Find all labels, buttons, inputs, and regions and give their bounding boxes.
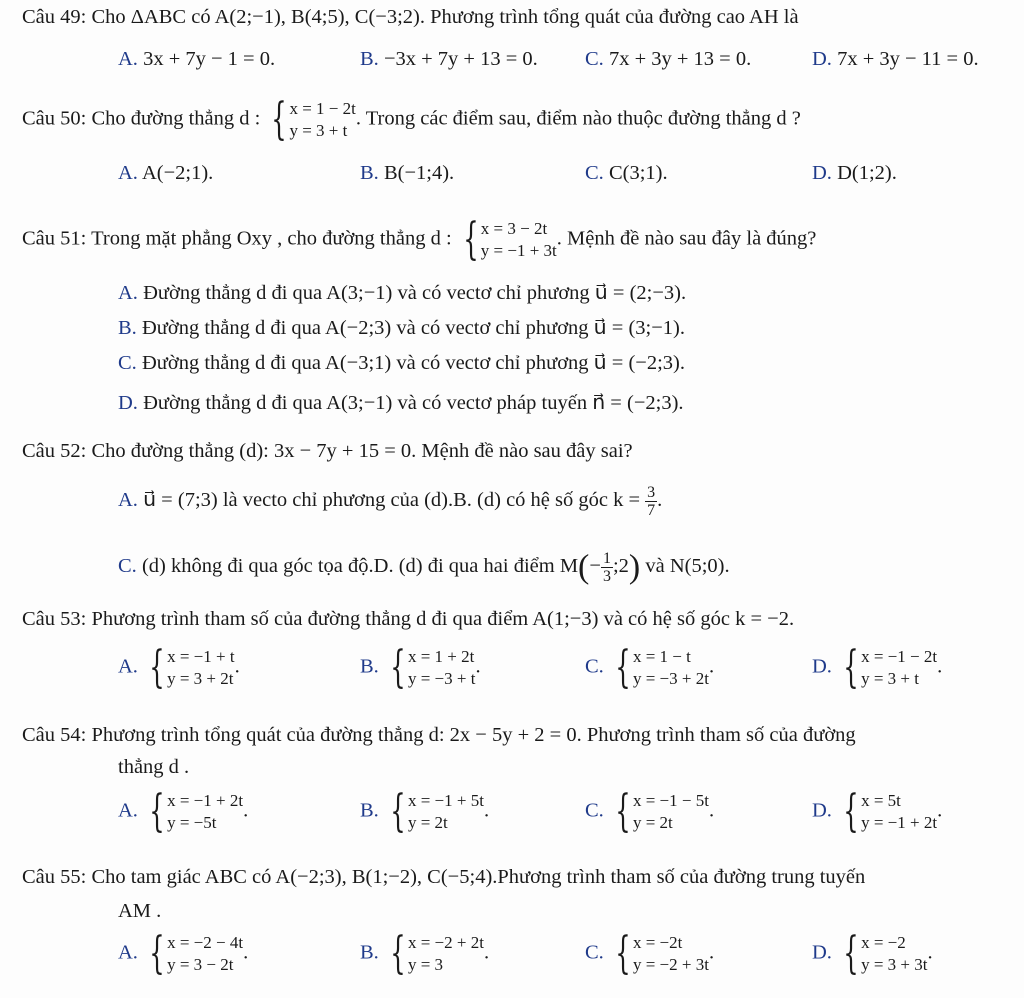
equation-system: { x = −2 + 2t y = 3 bbox=[390, 928, 484, 979]
equation-system: { x = −1 − 2t y = 3 + t bbox=[843, 642, 938, 693]
option-label: D. bbox=[812, 48, 832, 70]
system-row: y = 3 + 3t bbox=[861, 955, 928, 974]
option-label: B. bbox=[360, 48, 379, 70]
q51-option-d[interactable] bbox=[118, 390, 684, 415]
option-end: . bbox=[708, 655, 715, 678]
q55-option-d[interactable] bbox=[812, 928, 933, 979]
option-end: . bbox=[243, 941, 249, 964]
option-text-end: và N(5;0). bbox=[645, 555, 730, 578]
equation-system: { x = −1 + t y = 3 + 2t bbox=[149, 642, 235, 693]
option-label: D. bbox=[812, 799, 832, 822]
q50-option-c[interactable] bbox=[585, 162, 668, 185]
q54-option-d[interactable] bbox=[812, 786, 943, 837]
q52-option-c-d[interactable] bbox=[118, 550, 730, 585]
system-row: y = −5t bbox=[167, 813, 217, 832]
q49-option-b[interactable] bbox=[360, 48, 538, 71]
option-label: D. bbox=[118, 392, 138, 414]
option-end: . bbox=[927, 941, 933, 964]
option-text: Đường thẳng d đi qua A(3;−1) và có vectơ chỉ phương u⃗ = (2;−3). bbox=[143, 282, 687, 304]
system-row: y = −3 + 2t bbox=[632, 669, 709, 688]
q52-option-a-b[interactable] bbox=[118, 484, 662, 519]
equation-system: { x = −2 − 4t y = 3 − 2t bbox=[149, 928, 244, 979]
equation-system: { x = −1 + 5t y = 2t bbox=[390, 786, 484, 837]
option-label: B. bbox=[360, 941, 379, 964]
option-label: D. bbox=[812, 941, 832, 964]
coordinate-tail: ;2 bbox=[612, 555, 629, 578]
question-54-stem: Câu 54: Phương trình tổng quát của đường thẳng d: 2x − 5y + 2 = 0. Phương trình tham số của đường bbox=[22, 724, 856, 746]
system-row: x = −1 + 5t bbox=[407, 791, 484, 810]
q54-option-c[interactable] bbox=[585, 786, 715, 837]
option-end: . bbox=[475, 655, 481, 678]
question-52-stem: Câu 52: Cho đường thẳng (d): 3x − 7y + 15 = 0. Mệnh đề nào sau đây sai? bbox=[22, 440, 633, 462]
option-text: B(−1;4). bbox=[383, 162, 455, 184]
option-label: A. bbox=[118, 941, 138, 964]
option-label: D. bbox=[812, 162, 832, 184]
option-text: u⃗ = (7;3) là vecto chỉ phương của (d).B. (d) có hệ số góc k = bbox=[143, 489, 641, 512]
q51-option-a[interactable] bbox=[118, 280, 686, 305]
question-51-stem bbox=[22, 214, 817, 265]
system-row: x = 5t bbox=[861, 791, 901, 810]
stem-pre: Câu 51: Trong mặt phẳng Oxy , cho đường thẳng d : bbox=[22, 227, 452, 250]
equation-system: { x = 5t y = −1 + 2t bbox=[843, 786, 938, 837]
equation-system: { x = −1 + 2t y = −5t bbox=[149, 786, 244, 837]
option-text: −3x + 7y + 13 = 0. bbox=[383, 48, 538, 70]
q51-option-b[interactable] bbox=[118, 315, 685, 340]
q50-option-d[interactable] bbox=[812, 162, 897, 185]
equation-system: { x = 1 + 2t y = −3 + t bbox=[390, 642, 476, 693]
system-row: x = 1 − t bbox=[632, 647, 691, 666]
option-label: C. bbox=[585, 799, 604, 822]
option-label: A. bbox=[118, 162, 138, 184]
option-label: D. bbox=[812, 655, 832, 678]
system-row: x = 3 − 2t bbox=[480, 219, 548, 238]
option-text: Đường thẳng d đi qua A(3;−1) và có vectơ pháp tuyến n⃗ = (−2;3). bbox=[143, 392, 684, 414]
paren-close: ) bbox=[628, 548, 641, 586]
fraction-numerator: 1 bbox=[602, 550, 611, 567]
q53-option-c[interactable] bbox=[585, 642, 715, 693]
system-row: x = −2 + 2t bbox=[407, 933, 484, 952]
q55-option-c[interactable] bbox=[585, 928, 715, 979]
system-row: x = 1 + 2t bbox=[407, 647, 475, 666]
question-54-stem-line2: thẳng d . bbox=[118, 756, 190, 778]
system-row: y = −1 + 3t bbox=[480, 241, 557, 260]
q50-option-b[interactable] bbox=[360, 162, 454, 185]
equation-system: { x = 1 − 2t y = 3 + t bbox=[271, 94, 356, 145]
stem-pre: Câu 50: Cho đường thẳng d : bbox=[22, 107, 261, 130]
option-text: D(1;2). bbox=[837, 162, 897, 184]
option-text: A(−2;1). bbox=[141, 162, 214, 184]
q53-option-d[interactable] bbox=[812, 642, 943, 693]
q49-option-a[interactable] bbox=[118, 48, 275, 71]
system-row: y = 3 + t bbox=[861, 669, 919, 688]
system-row: x = −1 + t bbox=[167, 647, 235, 666]
option-end: . bbox=[483, 941, 490, 964]
option-label: B. bbox=[360, 655, 379, 678]
option-label: A. bbox=[118, 282, 138, 304]
option-end: . bbox=[937, 655, 943, 678]
option-end: . bbox=[708, 941, 715, 964]
stem-post: . Mệnh đề nào sau đây là đúng? bbox=[556, 227, 817, 250]
question-50-stem bbox=[22, 94, 801, 145]
q49-option-d[interactable] bbox=[812, 48, 979, 71]
question-53-stem: Câu 53: Phương trình tham số của đường thẳng d đi qua điểm A(1;−3) và có hệ số góc k = −2. bbox=[22, 608, 795, 630]
option-label: C. bbox=[118, 555, 137, 578]
option-label: A. bbox=[118, 655, 138, 678]
q54-option-a[interactable] bbox=[118, 786, 249, 837]
option-label: B. bbox=[360, 799, 379, 822]
system-row: y = 2t bbox=[632, 813, 673, 832]
system-row: x = −1 + 2t bbox=[167, 791, 244, 810]
option-end: . bbox=[483, 799, 490, 822]
system-row: y = 3 − 2t bbox=[167, 955, 234, 974]
minus-sign: − bbox=[589, 555, 601, 578]
q50-option-a[interactable] bbox=[118, 162, 213, 185]
system-row: x = −1 − 2t bbox=[861, 647, 938, 666]
option-label: A. bbox=[118, 48, 138, 70]
option-end: . bbox=[937, 799, 943, 822]
option-label: A. bbox=[118, 489, 138, 512]
system-row: x = −2t bbox=[632, 933, 683, 952]
fraction bbox=[601, 550, 613, 585]
q53-option-a[interactable] bbox=[118, 642, 240, 693]
option-text: 7x + 3y + 13 = 0. bbox=[608, 48, 752, 70]
fraction-denominator: 3 bbox=[602, 568, 611, 585]
equation-system: { x = 3 − 2t y = −1 + 3t bbox=[463, 214, 557, 265]
fraction-numerator: 3 bbox=[647, 484, 656, 501]
equation-system: { x = −1 − 5t y = 2t bbox=[615, 786, 709, 837]
fraction-denominator: 7 bbox=[647, 502, 656, 519]
option-label: C. bbox=[585, 162, 604, 184]
option-text: Đường thẳng d đi qua A(−2;3) và có vectơ chỉ phương u⃗ = (3;−1). bbox=[141, 317, 686, 339]
question-55-stem-line2: AM . bbox=[118, 900, 162, 922]
option-label: C. bbox=[585, 941, 604, 964]
system-row: y = 3 + 2t bbox=[167, 669, 234, 688]
option-end: . bbox=[708, 799, 715, 822]
q55-option-a[interactable] bbox=[118, 928, 249, 979]
paren-open: ( bbox=[578, 548, 590, 586]
equation-system: { x = −2 y = 3 + 3t bbox=[843, 928, 928, 979]
system-row: x = 1 − 2t bbox=[289, 99, 356, 118]
option-label: A. bbox=[118, 799, 138, 822]
option-label: C. bbox=[118, 352, 137, 374]
option-text: 7x + 3y − 11 = 0. bbox=[837, 48, 979, 70]
system-row: y = −1 + 2t bbox=[861, 813, 938, 832]
system-row: y = −2 + 3t bbox=[632, 955, 709, 974]
option-text: C(3;1). bbox=[608, 162, 668, 184]
q51-option-c[interactable] bbox=[118, 350, 685, 375]
stem-post: . Trong các điểm sau, điểm nào thuộc đường thẳng d ? bbox=[355, 107, 801, 130]
system-row: y = 2t bbox=[407, 813, 448, 832]
system-row: y = −3 + t bbox=[407, 669, 476, 688]
option-text-end: . bbox=[657, 489, 663, 512]
option-text: 3x + 7y − 1 = 0. bbox=[143, 48, 276, 70]
option-label: C. bbox=[585, 48, 604, 70]
option-text: (d) không đi qua góc tọa độ.D. (d) đi qua hai điểm M bbox=[141, 555, 579, 578]
option-label: B. bbox=[360, 162, 379, 184]
question-55-stem: Câu 55: Cho tam giác ABC có A(−2;3), B(1;−2), C(−5;4).Phương trình tham số của đường trung tuyến bbox=[22, 866, 866, 888]
question-49-stem: Câu 49: Cho ΔABC có A(2;−1), B(4;5), C(−3;2). Phương trình tổng quát của đường cao AH là bbox=[22, 6, 799, 28]
option-end: . bbox=[234, 655, 240, 678]
system-row: x = −2 − 4t bbox=[167, 933, 244, 952]
fraction bbox=[645, 484, 657, 519]
system-row: x = −1 − 5t bbox=[632, 791, 709, 810]
q53-option-b[interactable] bbox=[360, 642, 481, 693]
option-label: B. bbox=[118, 317, 137, 339]
option-text: Đường thẳng d đi qua A(−3;1) và có vectơ chỉ phương u⃗ = (−2;3). bbox=[141, 352, 686, 374]
system-row: x = −2 bbox=[861, 933, 906, 952]
system-row: y = 3 + t bbox=[289, 121, 348, 140]
equation-system: { x = 1 − t y = −3 + 2t bbox=[615, 642, 709, 693]
option-label: C. bbox=[585, 655, 604, 678]
q49-option-c[interactable] bbox=[585, 48, 751, 71]
q54-option-b[interactable] bbox=[360, 786, 490, 837]
q55-option-b[interactable] bbox=[360, 928, 490, 979]
equation-system: { x = −2t y = −2 + 3t bbox=[615, 928, 709, 979]
system-row: y = 3 bbox=[407, 955, 444, 974]
option-end: . bbox=[243, 799, 249, 822]
